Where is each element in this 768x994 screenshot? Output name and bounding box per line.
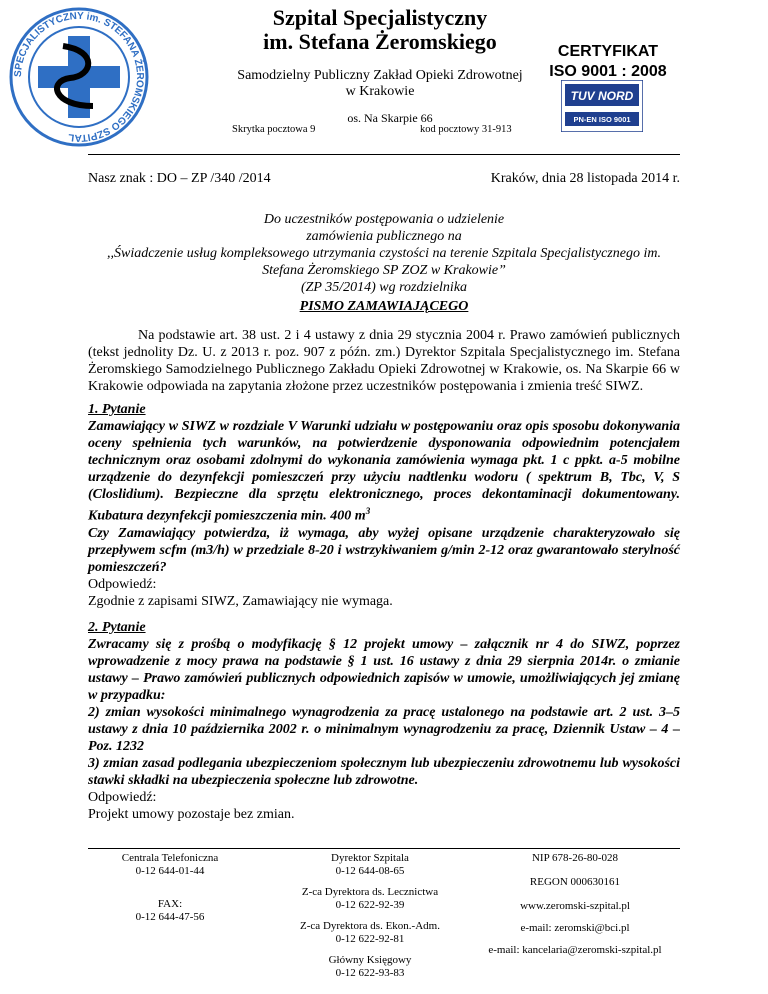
reference-number: Nasz znak : DO – ZP /340 /2014: [88, 171, 271, 186]
certificate-line1: CERTYFIKAT: [557, 43, 659, 60]
footer-text: Główny Księgowy: [328, 954, 412, 966]
question-1-superscript: 3: [365, 506, 371, 516]
footer-col-phone: [100, 852, 240, 924]
footer-text: REGON 000630161: [529, 876, 621, 888]
footer-text: Centrala Telefoniczna: [121, 852, 219, 864]
question-2-answer-label: Odpowiedź:: [88, 790, 157, 805]
footer-text: 0-12 644-01-44: [135, 865, 205, 877]
question-1-text: [88, 418, 680, 525]
question-1-text-a: Zamawiający w SIWZ w rozdziale V Warunki udziału w postępowaniu oraz opis sposobu dokonywania oceny spełnienia tych warunków, na potwierdzenie dysponowania odpowiednim potencjałem technicznym oraz osobami zdolnymi do wykonania zamówienia wymaga pkt. 1 c ppkt. a-5 mobilne urządzenie do dezynfekcji pomieszczeń przy użyciu nadtlenku wodoru ( spektrum B, Tbc, V, S (Closlidium). Bezpieczne dla sprzętu elektronicznego, proces dekontaminacji dokumentowany. Kubatura dezynfekcji pomieszczenia min. 400 m: [88, 419, 680, 524]
hospital-subtitle-line2: w Krakowie: [345, 84, 415, 99]
tuv-name: TUV NORD: [570, 89, 634, 103]
footer-text: Z-ca Dyrektora ds. Lecznictwa: [301, 886, 439, 898]
hospital-address: os. Na Skarpie 66: [347, 111, 433, 125]
intro-paragraph: Na podstawie art. 38 ust. 2 i 4 ustawy z dnia 29 stycznia 2004 r. Prawo zamówień publicznych (tekst jednolity Dz. U. z 2013 r. poz. 907 z późn. zm.) Dyrektor Szpitala Specjalistycznego im. Stefana Żeromskiego Samodzielnego Publicznego Zakładu Opieki Zdrowotnej w Krakowie, os. Na Skarpie 66 w Krakowie odpowiada na zapytania złożone przez uczestników postępowania i zmienia treść SIWZ.: [88, 328, 680, 394]
footer-col-directors: [285, 852, 455, 980]
addressee-line: Stefana Żeromskiego SP ZOZ w Krakowie”: [262, 263, 506, 278]
question-2-item: 3) zmian zasad podlegania ubezpieczeniom społecznym lub ubezpieczeniu zdrowotnemu lub wysokości stawki składki na ubezpieczenia społeczne lub zdrowotne.: [88, 756, 680, 788]
footer-text: 0-12 644-47-56: [135, 911, 205, 923]
footer-text: 0-12 644-08-65: [335, 865, 405, 877]
po-box: Skrytka pocztowa 9: [232, 124, 316, 135]
footer-text: 0-12 622-92-81: [335, 933, 405, 945]
addressee-line: zamówienia publicznego na: [306, 229, 462, 244]
certificate-label: [538, 42, 678, 82]
certificate-line2: ISO 9001 : 2008: [549, 63, 667, 80]
letter-heading: PISMO ZAMAWIAJĄCEGO: [299, 299, 469, 314]
hospital-logo: [8, 6, 150, 148]
question-2-item: 2) zmian wysokości minimalnego wynagrodzenia za pracę ustalonego na podstawie art. 2 ust. 3–5 ustawy z dnia 10 października 2002 r. o minimalnym wynagrodzeniu za pracę, Dziennik Ustaw – 4 – Poz. 1232: [88, 705, 680, 754]
footer-text: 0-12 622-92-39: [335, 899, 405, 911]
hospital-subtitle: [210, 68, 550, 100]
tuv-norm: PN-EN ISO 9001: [573, 115, 631, 124]
letter-date: Kraków, dnia 28 listopada 2014 r.: [490, 171, 680, 186]
footer-text: Dyrektor Szpitala: [331, 852, 409, 864]
question-2-title: 2. Pytanie: [88, 620, 146, 635]
footer-text: 0-12 622-93-83: [335, 967, 405, 979]
hospital-subtitle-line1: Samodzielny Publiczny Zakład Opieki Zdrowotnej: [237, 68, 523, 83]
addressee-line: Do uczestników postępowania o udzielenie: [263, 212, 505, 227]
question-2: [88, 619, 680, 823]
question-2-text: Zwracamy się z prośbą o modyfikację § 12 projekt umowy – załącznik nr 4 do SIWZ, poprzez wprowadzenie z mocy prawa na podstawie § 1 ust. 16 ustawy z dnia 29 sierpnia 2014r. o zmianie ustawy – Prawo zamówień publicznych odpowiednich zapisów w umowie, umożliwiających jej zmianę w przypadku:: [88, 637, 680, 703]
footer-text: FAX:: [157, 898, 183, 910]
question-1-answer: Zgodnie z zapisami SIWZ, Zamawiający nie wymaga.: [88, 593, 393, 609]
addressee-block: [88, 211, 680, 296]
hospital-name-line2: im. Stefana Żeromskiego: [263, 29, 497, 54]
hospital-name: [200, 6, 560, 54]
addressee-line: (ZP 35/2014) wg rozdzielnika: [300, 280, 468, 295]
question-1: [88, 401, 680, 610]
header-divider: [88, 154, 680, 155]
addressee-line: ,,Świadczenie usług kompleksowego utrzymania czystości na terenie Szpitala Specjalistycznego im.: [107, 246, 661, 261]
email-link[interactable]: e-mail: kancelaria@zeromski-szpital.pl: [488, 944, 662, 956]
footer-col-ids: [470, 852, 680, 957]
question-1-title: 1. Pytanie: [88, 402, 146, 417]
footer-divider: [88, 848, 680, 849]
email-link[interactable]: e-mail: zeromski@bci.pl: [520, 922, 630, 934]
question-2-answer: Projekt umowy pozostaje bez zmian.: [88, 807, 295, 822]
website-link[interactable]: www.zeromski-szpital.pl: [520, 900, 630, 912]
tuv-nord-logo: [561, 80, 643, 132]
footer-text: NIP 678-26-80-028: [531, 852, 619, 864]
question-1-answer-label: Odpowiedź:: [88, 576, 157, 592]
footer-text: Z-ca Dyrektora ds. Ekon.-Adm.: [300, 920, 440, 932]
hospital-name-line1: Szpital Specjalistyczny: [272, 5, 488, 30]
question-1-text-b: Czy Zamawiający potwierdza, iż wymaga, aby wyżej opisane urządzenie charakteryzowało się przepływem scfm (m3/h) w przedziale 8-20 i wstrzykiwaniem g/min 2-12 oraz gwarantowało sterylność pomieszczeń?: [88, 525, 680, 575]
postal-code: kod pocztowy 31-913: [420, 124, 512, 135]
logo-ring-text: SPECJALISTYCZNY im. STEFANA ŻEROMSKIEGO SZPITAL: [12, 10, 146, 144]
